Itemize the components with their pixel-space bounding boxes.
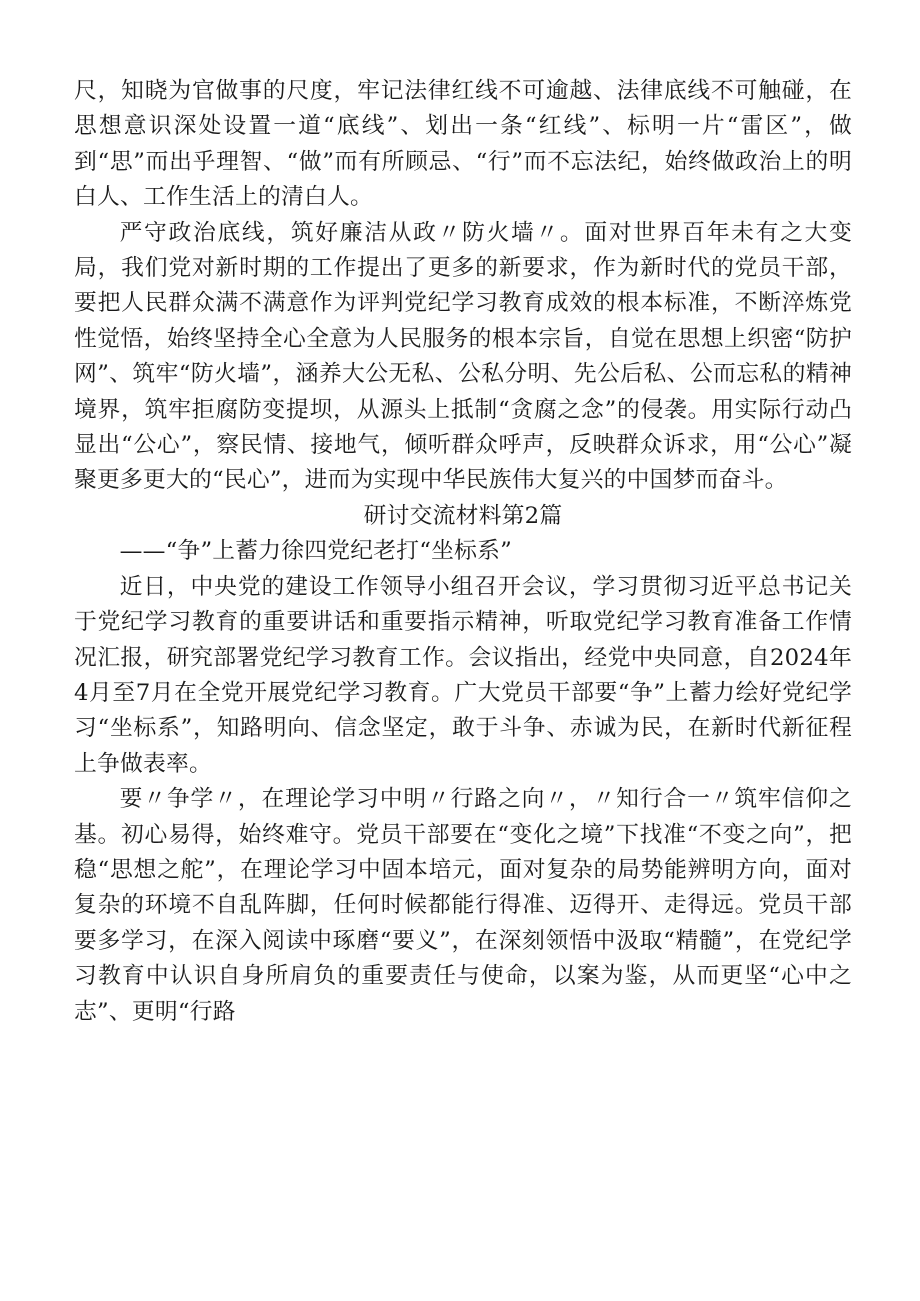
paragraph-meeting-summary: 近日，中央党的建设工作领导小组召开会议，学习贯彻习近平总书记关于党纪学习教育的重要讲话和重要指示精神，听取党纪学习教育准备工作情况汇报，研究部署党纪学习教育工作。会议指出，经党中央同意，自2024年4月至7月在全党开展党纪学习教育。广大党员干部要“争”上蓄力绘好党纪学习“坐标系”，知路明向、信念坚定，敢于斗争、赤诚为民，在新时代新征程上争做表率。 <box>74 573 852 777</box>
paragraph-continued: 尺，知晓为官做事的尺度，牢记法律红线不可逾越、法律底线不可触碰，在思想意识深处设置一道“底线”、划出一条“红线”、标明一片“雷区”，做到“思”而出乎理智、“做”而有所顾忌、“行”而不忘法纪，始终做政治上的明白人、工作生活上的清白人。 <box>74 78 852 211</box>
section-subtitle: ——“争”上蓄力徐四党纪老打“坐标系” <box>119 538 512 565</box>
paragraph-political-bottom-line: 严守政治底线，筑好廉洁从政〃防火墙〃。面对世界百年未有之大变局，我们党对新时期的工作提出了更多的新要求，作为新时代的党员干部，要把人民群众满不满意作为评判党纪学习教育成效的根本标准，不断淬炼党性觉悟，始终坚持全心全意为人民服务的根本宗旨，自觉在思想上织密“防护网”、筑牢“防火墙”，涵养大公无私、公私分明、先公后私、公而忘私的精神境界，筑牢拒腐防变提坝，从源头上抵制“贪腐之念”的侵袭。用实际行动凸显出“公心”，察民情、接地气，倾听群众呼声，反映群众诉求，用“公心”凝聚更多更大的“民心”，进而为实现中华民族伟大复兴的中国梦而奋斗。 <box>74 219 852 494</box>
paragraph-study-direction: 要〃争学〃，在理论学习中明〃行路之向〃，〃知行合一〃筑牢信仰之基。初心易得，始终难守。党员干部要在“变化之境”下找准“不变之向”，把稳“思想之舵”，在理论学习中固本培元，面对复杂的局势能辨明方向，面对复杂的环境不自乱阵脚，任何时候都能行得准、迈得开、走得远。党员干部要多学习，在深入阅读中琢磨“要义”，在深刻领悟中汲取“精髓”，在党纪学习教育中认识自身所肩负的重要责任与使命，以案为鉴，从而更坚“心中之志”、更明“行路 <box>74 786 852 1025</box>
document-page <box>74 74 852 1030</box>
section-title: 研讨交流材料第2篇 <box>363 502 563 529</box>
